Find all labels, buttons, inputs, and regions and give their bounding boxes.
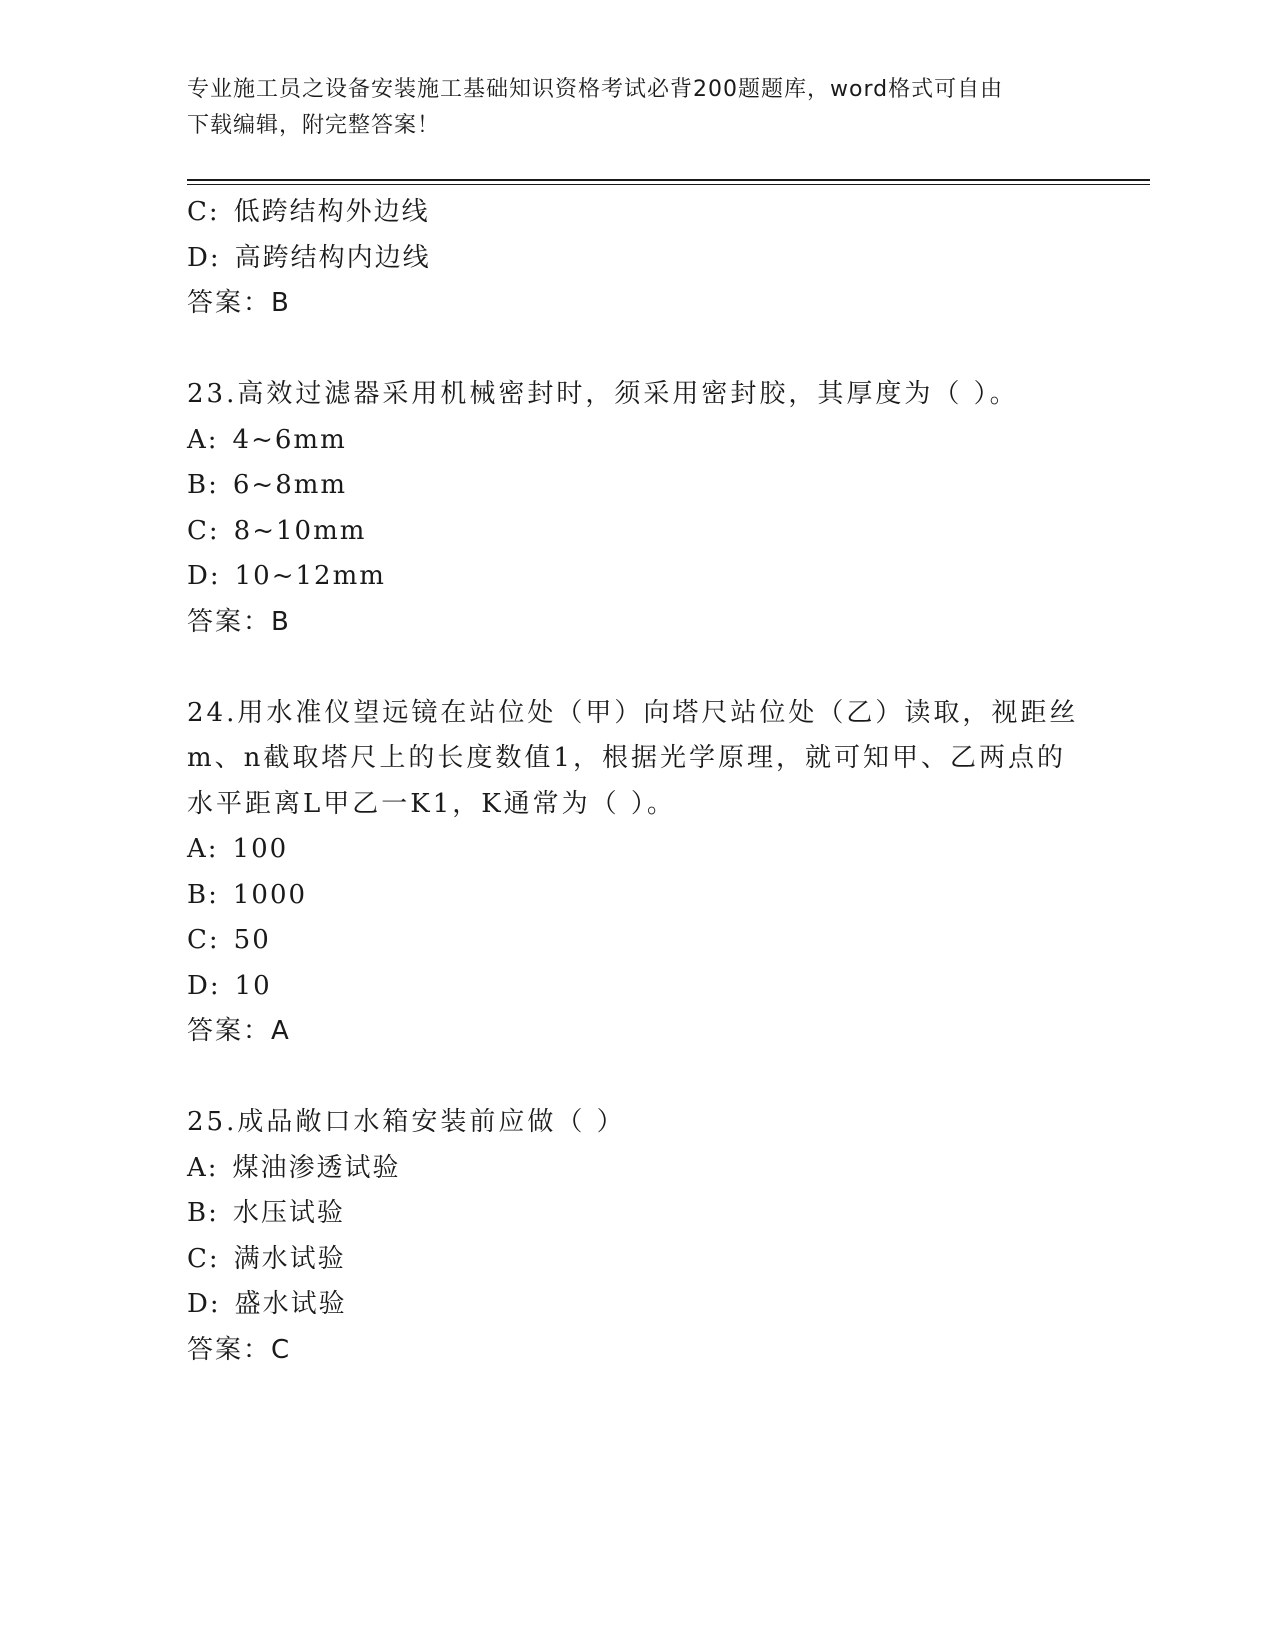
option-b: B: 1000 — [187, 879, 308, 910]
question-stem-line-2: m、n截取塔尺上的长度数值1，根据光学原理，就可知甲、乙两点的 — [187, 743, 1066, 773]
header-divider-thick — [187, 179, 1150, 181]
answer-line: 答案：B — [187, 606, 291, 637]
option-c: C: 50 — [187, 925, 271, 955]
spacer — [187, 327, 1087, 373]
question-stem-line-3: 水平距离L甲乙一K1，K通常为（ ）。 — [187, 788, 676, 819]
document-header — [187, 72, 1087, 144]
document-body — [187, 190, 1087, 1373]
header-divider-thin — [187, 184, 1150, 185]
header-line-1: 专业施工员之设备安装施工基础知识资格考试必背200题题库，word格式可自由 — [187, 77, 1004, 102]
question-23 — [187, 372, 1087, 645]
option-c: C: 8~10mm — [187, 515, 367, 546]
option-b: B: 6~8mm — [187, 470, 348, 500]
option-d: D: 盛水试验 — [187, 1289, 347, 1319]
question-stem: 23.高效过滤器采用机械密封时，须采用密封胶，其厚度为（ ）。 — [187, 379, 1019, 409]
header-line-2: 下载编辑，附完整答案！ — [187, 113, 441, 138]
option-c: C: 低跨结构外边线 — [187, 197, 430, 227]
answer-line: 答案：B — [187, 288, 291, 318]
option-c: C: 满水试验 — [187, 1243, 346, 1274]
question-24 — [187, 691, 1087, 1055]
answer-line: 答案：A — [187, 1016, 291, 1046]
question-stem: 25.成品敞口水箱安装前应做（ ） — [187, 1107, 626, 1137]
option-d: D: 10~12mm — [187, 561, 386, 591]
spacer — [187, 1055, 1087, 1101]
option-d: D: 高跨结构内边线 — [187, 242, 431, 273]
option-a: A: 煤油渗透试验 — [187, 1152, 401, 1183]
question-stem-line-1: 24.用水准仪望远镜在站位处（甲）向塔尺站位处（乙）读取，视距丝 — [187, 697, 1079, 728]
option-d: D: 10 — [187, 970, 272, 1001]
option-a: A: 100 — [187, 834, 289, 864]
question-22-continued — [187, 190, 1087, 327]
answer-line: 答案：C — [187, 1334, 292, 1365]
question-25 — [187, 1100, 1087, 1373]
option-b: B: 水压试验 — [187, 1198, 345, 1228]
option-a: A: 4~6mm — [187, 424, 347, 455]
spacer — [187, 645, 1087, 691]
